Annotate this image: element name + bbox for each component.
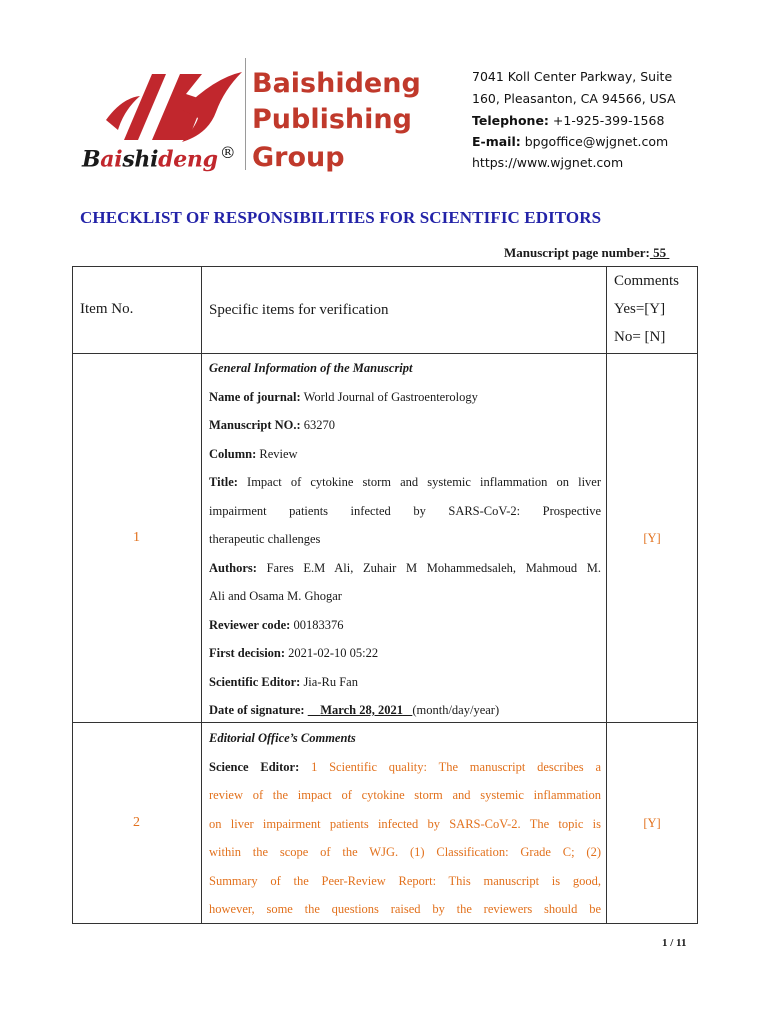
website-link[interactable]: https://www.wjgnet.com [472,155,624,170]
publisher-name-line-3: Group [252,142,345,173]
document-title: CHECKLIST OF RESPONSIBILITIES FOR SCIENTIFIC EDITORS [80,208,602,227]
row1-content [209,354,601,725]
scientific-editor: Scientific Editor: Jia-Ru Fan [209,674,358,689]
row2-number: 2 [133,815,140,830]
brand-wordmark: Baishideng ® [82,143,236,173]
science-editor-line-4: within the scope of the WJG. (1) Classification: Grade C; (2) [209,845,601,859]
email: E-mail: bpgoffice@wjgnet.com [472,134,669,149]
science-editor-line-3: on liver impairment patients infected by SARS-CoV-2. The topic is [209,816,601,831]
publisher-name-line-1: Baishideng [252,68,421,99]
checklist-table [72,266,698,924]
journal-name: Name of journal: World Journal of Gastroenterology [209,389,478,404]
row1-number: 1 [133,530,140,545]
title-line-2: impairment patients infected by SARS-CoV-2: Prospective [209,503,601,518]
header-item-no: Item No. [80,301,134,317]
science-editor-line-2: review of the impact of cytokine storm and systemic inflammation [209,788,601,802]
row2-content [209,724,601,924]
row1-section-title: General Information of the Manuscript [209,361,413,375]
table-border-col1 [201,266,202,924]
header-no: No= [N] [614,329,666,345]
science-editor-line-1: Science Editor: 1 Scientific quality: The manuscript describes a [209,759,601,774]
science-editor-line-6: however, some the questions raised by the reviewers should be [209,902,601,916]
header-specific-items: Specific items for verification [209,302,389,318]
science-editor-line-5: Summary of the Peer-Review Report: This manuscript is good, [209,873,601,888]
manuscript-no: Manuscript NO.: 63270 [209,418,336,432]
authors-line-2: Ali and Osama M. Ghogar [209,589,342,603]
page-number: 1 / 11 [662,937,687,949]
column-type: Column: Review [209,446,298,461]
reviewer-code: Reviewer code: 00183376 [209,617,344,632]
row2-section-title: Editorial Office’s Comments [209,731,356,745]
title-line-3: therapeutic challenges [209,532,321,546]
address-line-2: 160, Pleasanton, CA 94566, USA [472,91,676,106]
date-of-signature: Date of signature: March 28, 2021 (month/day/year) [209,703,500,717]
address-line-1: 7041 Koll Center Parkway, Suite [472,69,673,84]
header-comments: Comments [614,273,680,289]
title-line-1: Title: Impact of cytokine storm and systemic inflammation on liver [209,475,602,489]
telephone: Telephone: +1-925-399-1568 [472,113,665,128]
table-border-right [697,266,698,924]
first-decision: First decision: 2021-02-10 05:22 [209,646,379,660]
manuscript-page-number: Manuscript page number: 55 [504,245,667,260]
header-divider [245,58,246,170]
authors-line-1: Authors: Fares E.M Ali, Zuhair M Mohammedsaleh, Mahmoud M. [209,560,601,575]
row1-comment: [Y] [643,531,661,545]
table-border-top [72,266,698,267]
row2-comment: [Y] [643,816,661,830]
header-yes: Yes=[Y] [614,301,666,317]
baishideng-logo-icon [104,70,244,146]
publisher-name-line-2: Publishing [252,104,412,135]
